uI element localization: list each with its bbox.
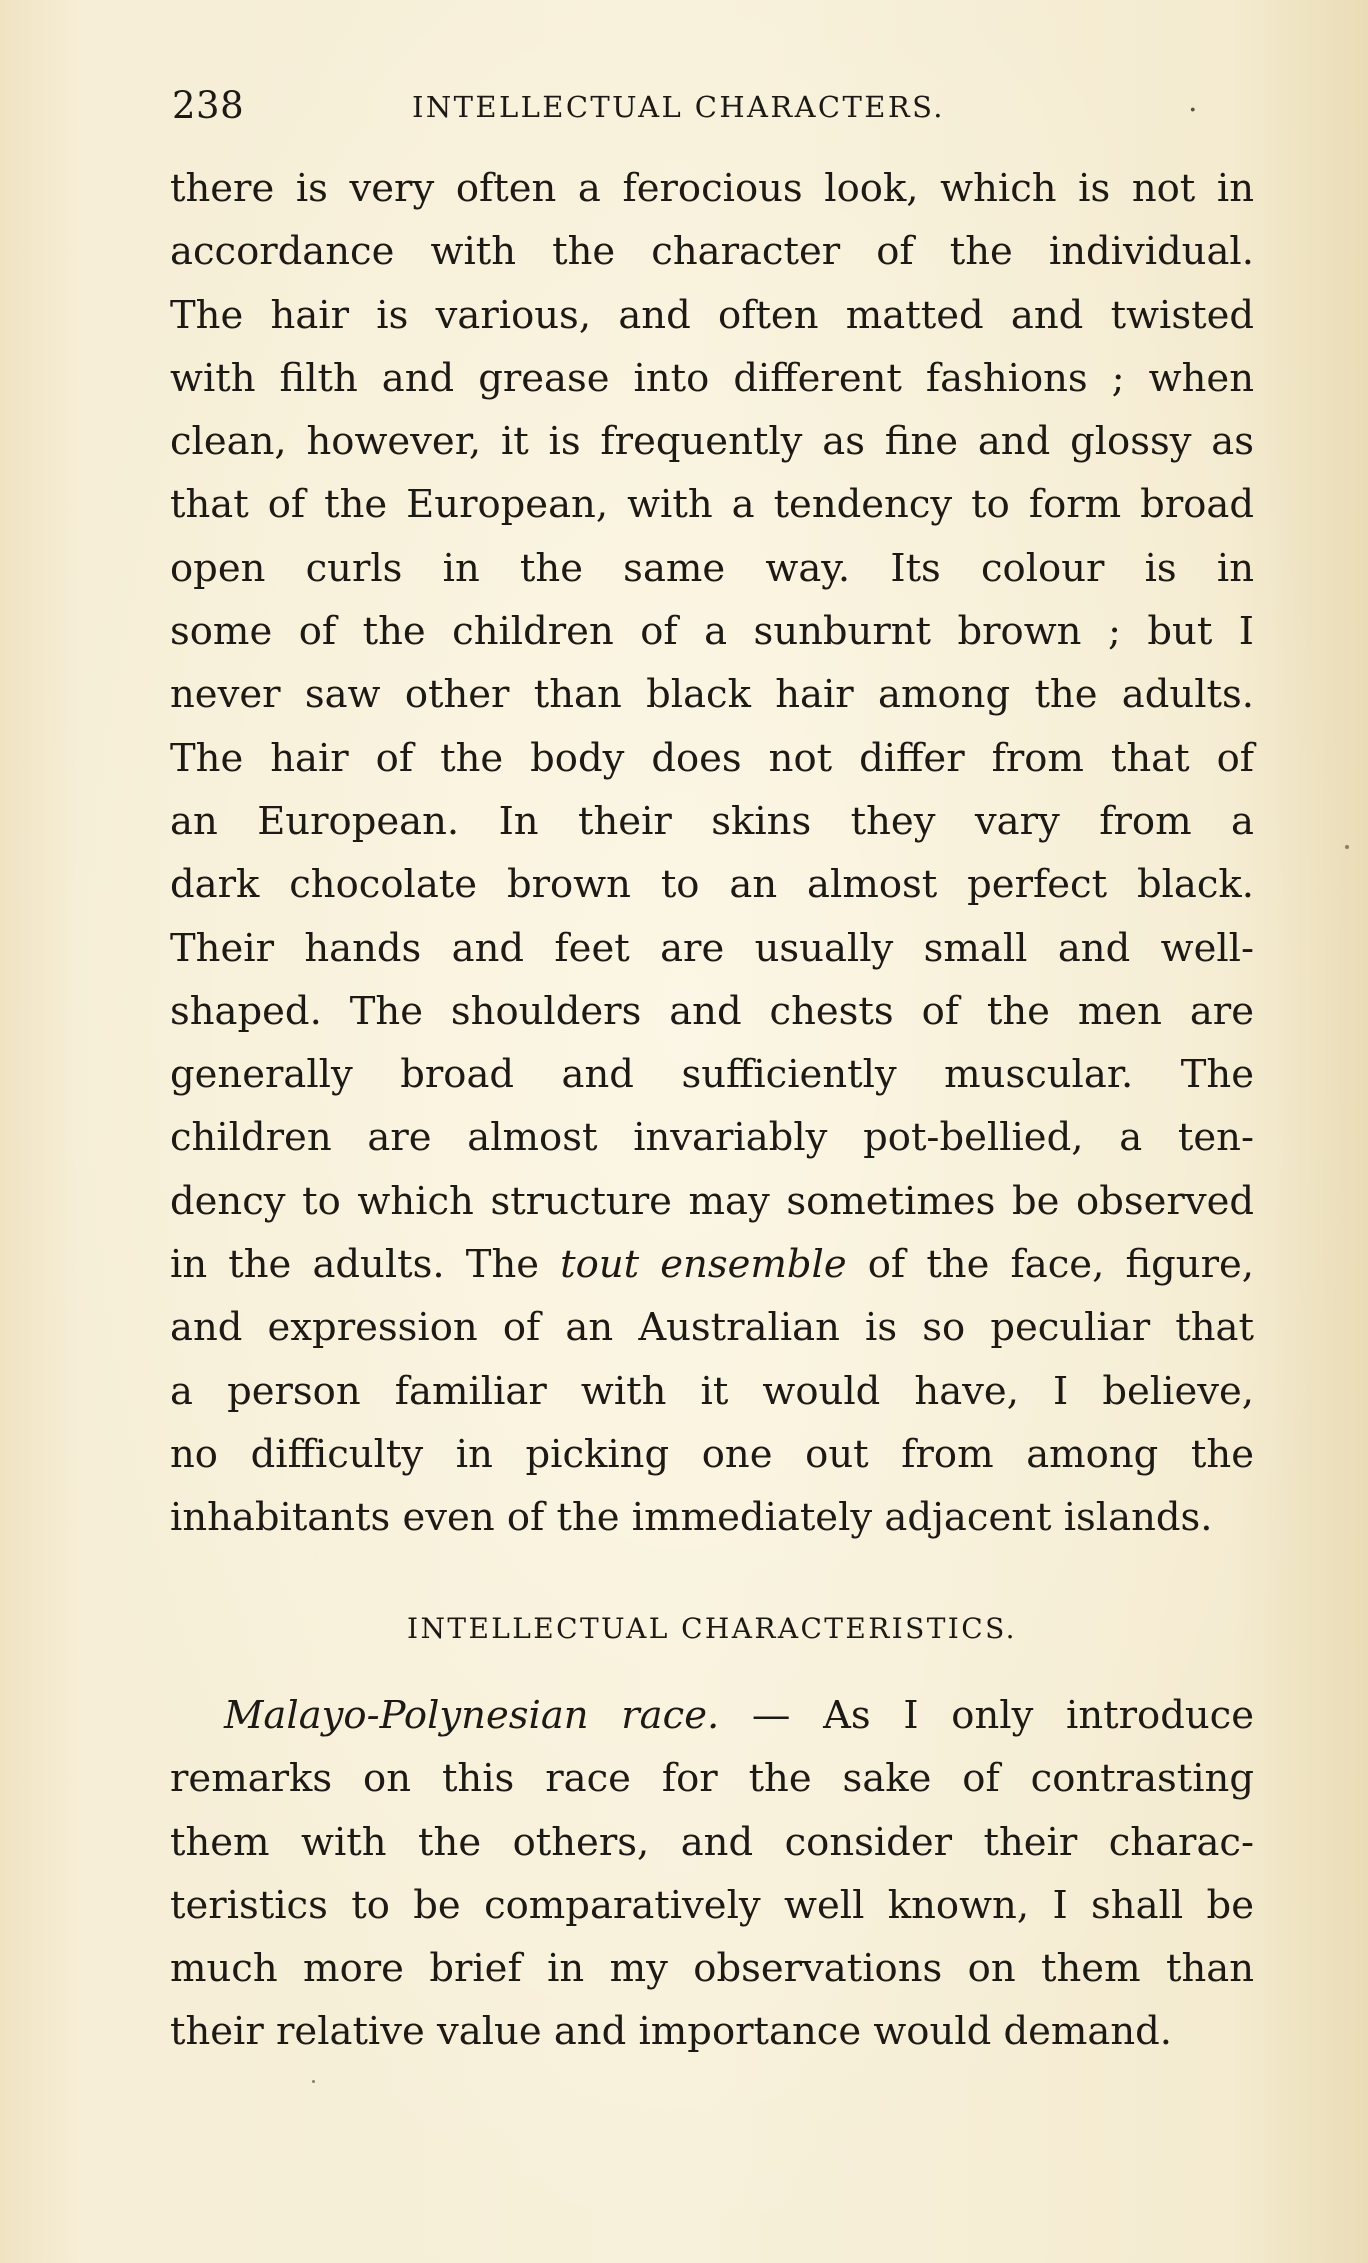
text-run: — As I only introduce xyxy=(719,1693,1254,1738)
text-line xyxy=(170,1233,1254,1296)
text-line: them with the others, and consider their charac- xyxy=(170,1819,1254,1865)
text-line: children are almost invariably pot-bellied, a ten- xyxy=(170,1115,1254,1161)
text-line: with filth and grease into different fashions ; when xyxy=(170,355,1254,401)
page-number: 238 xyxy=(172,84,245,127)
text-line: The hair is various, and often matted and twisted xyxy=(170,292,1254,338)
text-line: inhabitants even of the immediately adjacent islands. xyxy=(170,1495,1213,1541)
paragraph-2 xyxy=(170,1684,1254,2064)
paper-speck xyxy=(1345,845,1349,849)
text-line: there is very often a ferocious look, which is not in xyxy=(170,166,1254,211)
text-line: shaped. The shoulders and chests of the men are xyxy=(170,988,1254,1034)
text-line: dark chocolate brown to an almost perfect black. xyxy=(170,862,1254,908)
text-line: open curls in the same way. Its colour is in xyxy=(170,545,1254,591)
text-line: accordance with the character of the individual. xyxy=(170,229,1254,275)
text-line: an European. In their skins they vary from a xyxy=(170,798,1254,844)
paragraph-1 xyxy=(170,157,1254,1550)
header-dot: . xyxy=(1188,84,1198,119)
text-line: their relative value and importance would demand. xyxy=(170,2009,1173,2055)
text-line: generally broad and sufficiently muscular. The xyxy=(170,1052,1254,1098)
text-line: and expression of an Australian is so peculiar that xyxy=(170,1305,1254,1351)
text-line: dency to which structure may sometimes be observed xyxy=(170,1178,1254,1224)
text-line: no difficulty in picking one out from among the xyxy=(170,1431,1254,1477)
text-line xyxy=(170,1684,1254,1747)
italic-phrase: tout ensemble xyxy=(560,1242,847,1288)
text-run: of the face, figure, xyxy=(846,1242,1254,1288)
text-line: The hair of the body does not differ from that of xyxy=(170,735,1254,781)
italic-phrase: Malayo-Polynesian race. xyxy=(224,1693,720,1738)
text-line: remarks on this race for the sake of contrasting xyxy=(170,1756,1254,1802)
text-line: teristics to be comparatively well known, I shall be xyxy=(170,1882,1254,1928)
text-line: some of the children of a sunburnt brown ; but I xyxy=(170,609,1254,655)
text-line: much more brief in my observations on them than xyxy=(170,1946,1254,1992)
text-line: clean, however, it is frequently as fine and glossy as xyxy=(170,419,1254,465)
text-run: in the adults. The xyxy=(170,1242,561,1288)
paper-speck xyxy=(312,2080,315,2083)
text-line: that of the European, with a tendency to form broad xyxy=(170,482,1254,528)
running-head xyxy=(172,84,1252,132)
text-line: never saw other than black hair among the adults. xyxy=(170,672,1254,718)
text-line: Their hands and feet are usually small and well- xyxy=(170,925,1254,971)
text-line: a person familiar with it would have, I believe, xyxy=(170,1368,1254,1414)
running-title: INTELLECTUAL CHARACTERS. xyxy=(412,90,945,124)
section-heading: INTELLECTUAL CHARACTERISTICS. xyxy=(407,1612,1017,1645)
